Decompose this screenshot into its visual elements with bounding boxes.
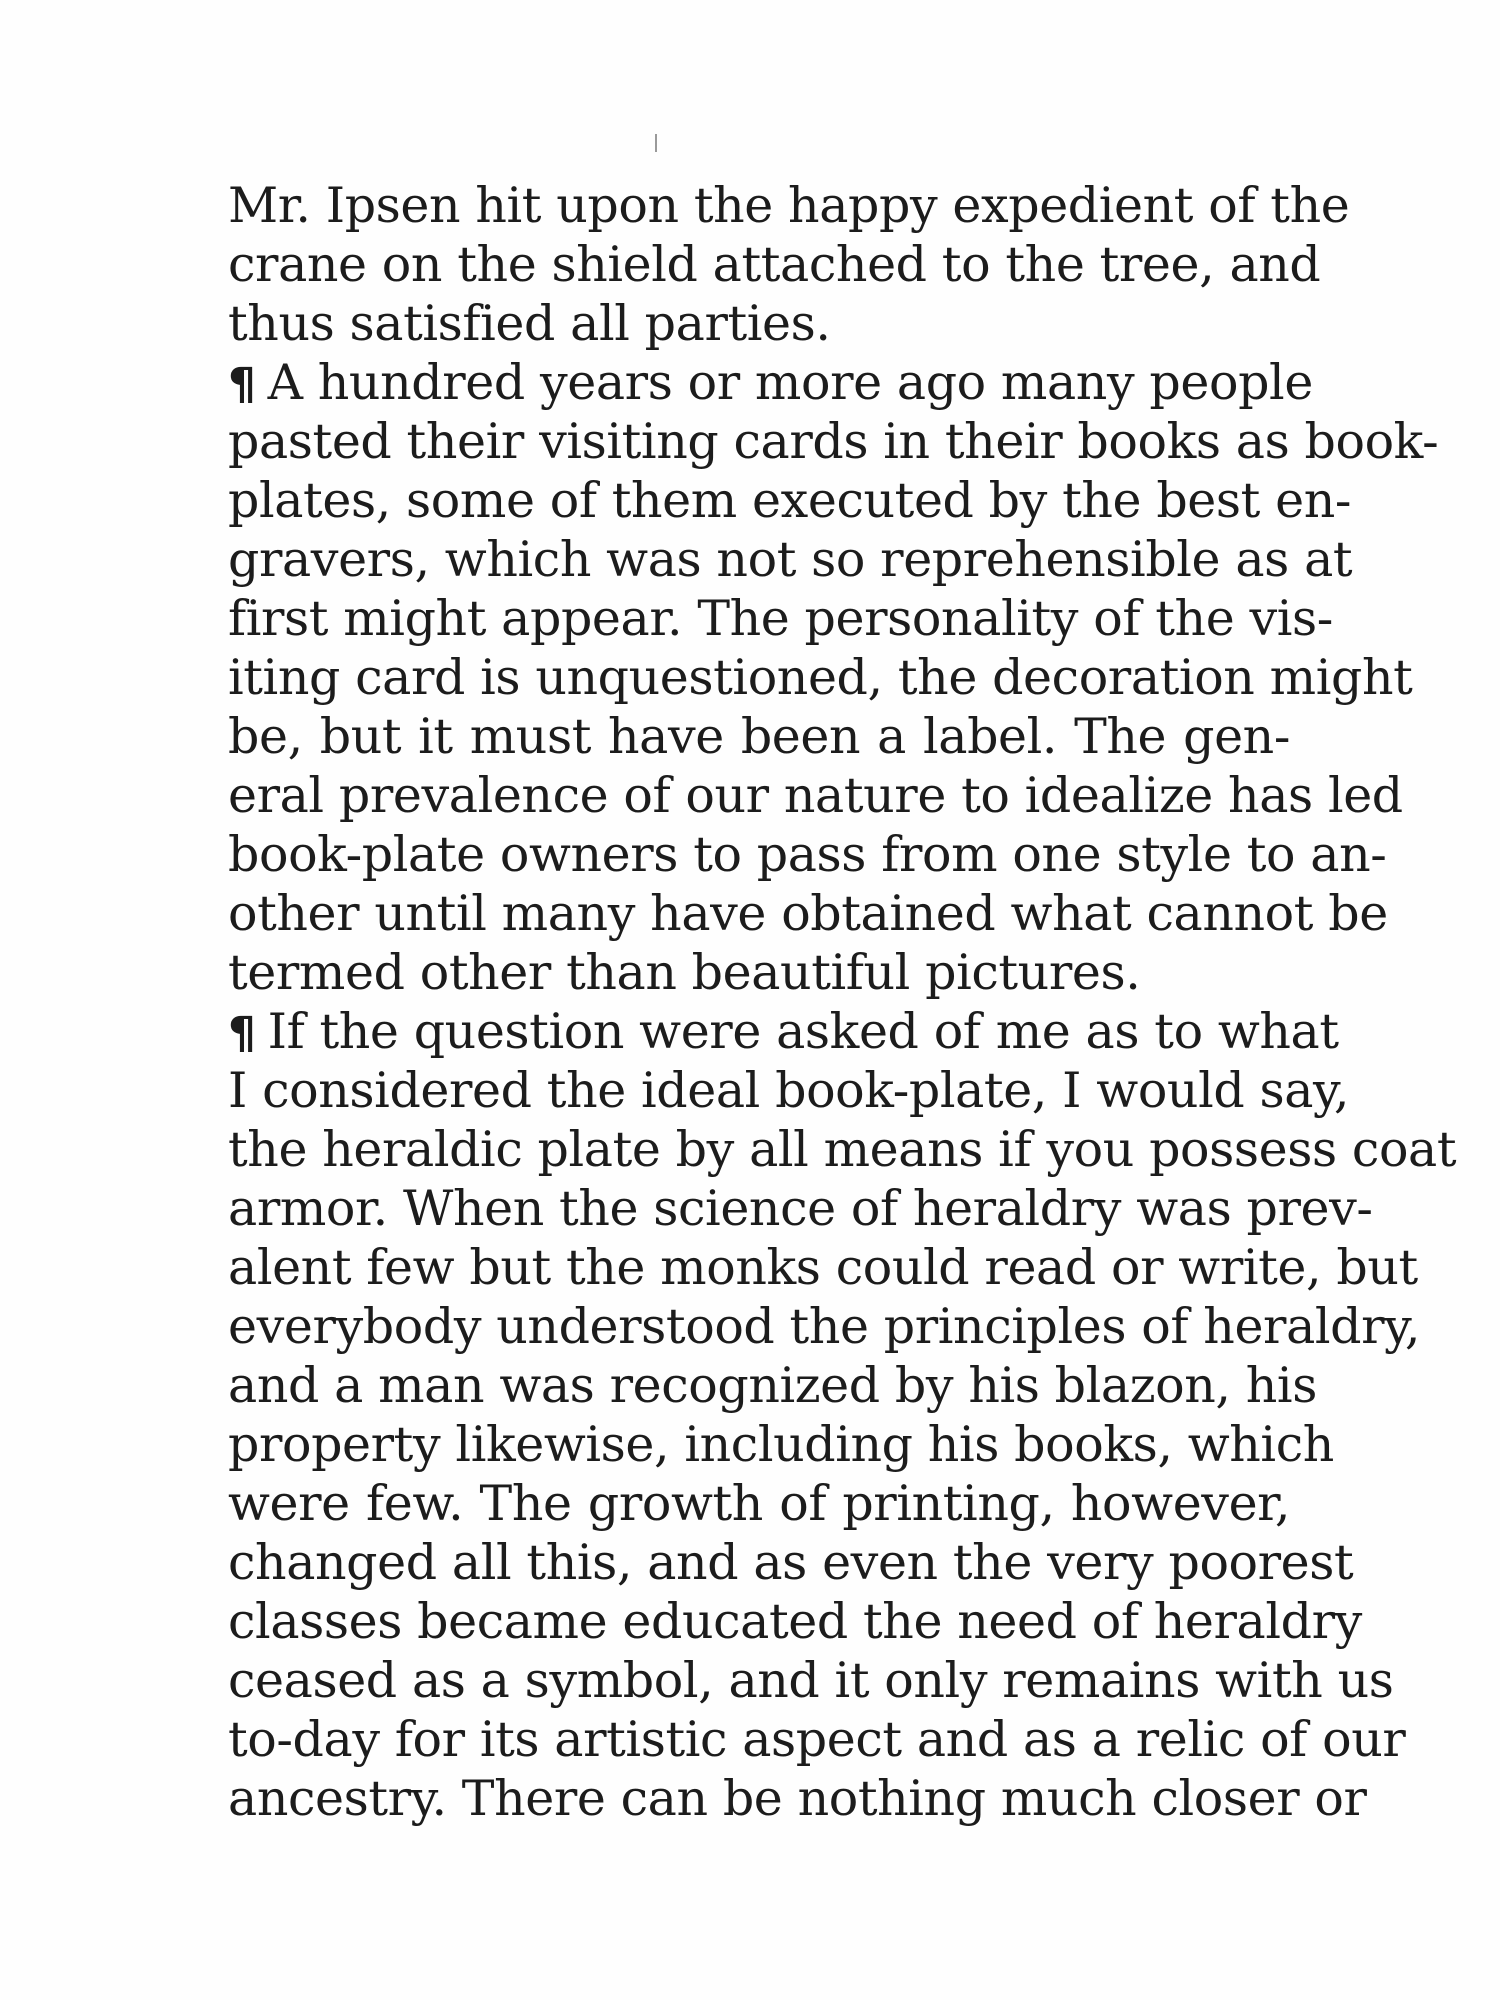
text-line: property likewise, including his books, which	[228, 1416, 1334, 1473]
text-line: thus satisfied all parties.	[228, 295, 831, 352]
text-line: ceased as a symbol, and it only remains with us	[228, 1652, 1394, 1709]
text-line: ancestry. There can be nothing much closer or	[228, 1770, 1367, 1827]
body-text	[228, 176, 1457, 1828]
text-line: pasted their visiting cards in their books as book-	[228, 413, 1439, 470]
text-line: I considered the ideal book-plate, I would say,	[228, 1062, 1350, 1119]
paragraph-1	[228, 176, 1350, 353]
text-line-content: A hundred years or more ago many people	[267, 354, 1313, 411]
text-line: iting card is unquestioned, the decoration might	[228, 649, 1413, 706]
text-line: other until many have obtained what cannot be	[228, 885, 1388, 942]
text-line: be, but it must have been a label. The gen-	[228, 708, 1290, 765]
text-line	[228, 1002, 1339, 1061]
text-line: to-day for its artistic aspect and as a relic of our	[228, 1711, 1406, 1768]
paragraph-3	[228, 1002, 1457, 1828]
pilcrow-icon: ¶	[228, 1008, 256, 1059]
text-line: the heraldic plate by all means if you possess coat	[228, 1121, 1457, 1178]
pilcrow-icon: ¶	[228, 359, 256, 410]
text-line: crane on the shield attached to the tree, and	[228, 236, 1321, 293]
print-speck	[655, 134, 657, 152]
text-line: changed all this, and as even the very poorest	[228, 1534, 1354, 1591]
text-line: armor. When the science of heraldry was prev-	[228, 1180, 1373, 1237]
text-line: everybody understood the principles of heraldry,	[228, 1298, 1421, 1355]
text-line	[228, 353, 1313, 412]
text-line: were few. The growth of printing, however,	[228, 1475, 1290, 1532]
text-line: eral prevalence of our nature to idealize has led	[228, 767, 1403, 824]
text-line-content: If the question were asked of me as to what	[267, 1003, 1339, 1060]
text-line: classes became educated the need of heraldry	[228, 1593, 1362, 1650]
text-line: Mr. Ipsen hit upon the happy expedient of the	[228, 177, 1350, 234]
text-line: alent few but the monks could read or write, but	[228, 1239, 1418, 1296]
text-line: and a man was recognized by his blazon, his	[228, 1357, 1317, 1414]
text-line: gravers, which was not so reprehensible as at	[228, 531, 1353, 588]
text-line: first might appear. The personality of the vis-	[228, 590, 1333, 647]
paragraph-2	[228, 353, 1439, 1002]
text-line: termed other than beautiful pictures.	[228, 944, 1141, 1001]
text-line: book-plate owners to pass from one style to an-	[228, 826, 1387, 883]
text-line: plates, some of them executed by the best en-	[228, 472, 1352, 529]
